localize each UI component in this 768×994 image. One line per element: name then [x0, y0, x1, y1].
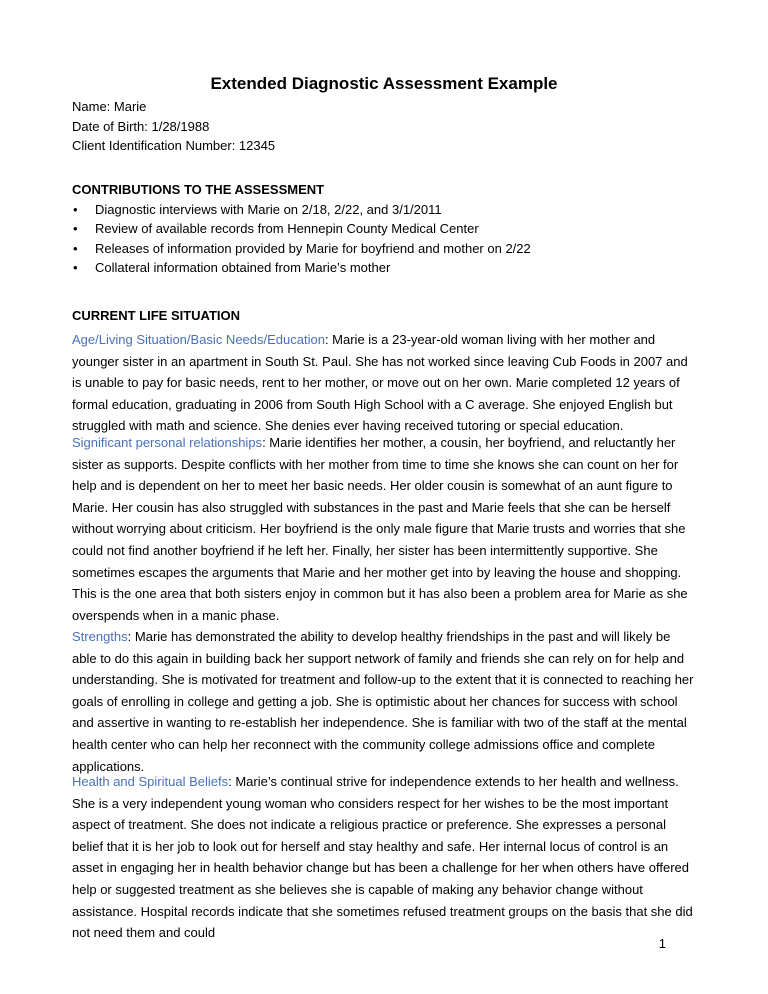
section-text: : Marie is a 23-year-old woman living with her mother and younger sister in an apartment in South St. Paul. She has not worked since leaving Cub Foods in 2007 and is unable to pay for basic needs, rent to her mother, or move out on her own. Marie completed 12 years of formal education, graduating in 2006 from South High School with a C average. She enjoyed English but struggled with math and science. She denies ever having received tutoring or special education.: [72, 332, 688, 434]
page-number: 1: [658, 936, 666, 951]
current-life-situation-heading: CURRENT LIFE SITUATION: [72, 308, 241, 323]
contributions-section: [72, 180, 696, 278]
client-dob: Date of Birth: 1/28/1988: [72, 118, 210, 134]
list-item: • Releases of information provided by Marie for boyfriend and mother on 2/22: [72, 239, 696, 259]
bullet-icon: •: [73, 221, 78, 236]
section-label: Strengths: [72, 629, 128, 644]
list-item: • Diagnostic interviews with Marie on 2/18, 2/22, and 3/1/2011: [72, 200, 696, 220]
section-strengths: [72, 626, 697, 777]
section-age-living-situation: [72, 329, 697, 437]
section-text: : Marie’s continual strive for independence extends to her health and wellness. She is a very independent young woman who considers respect for her wishes to be the most important aspect of treatment. She does not indicate a religious practice or preference. She expresses a personal belief that it is her job to look out for herself and stay healthy and safe. Her internal locus of control is an asset in engaging her in health behavior change but has been a challenge for her when others have offered help or suggested treatment as she believes she is capable of making any behavior change without assistance. Hospital records indicate that she sometimes refused treatment groups on the basis that she did not need them and could: [72, 774, 693, 941]
list-item: • Review of available records from Hennepin County Medical Center: [72, 219, 696, 239]
section-significant-relationships: [72, 432, 697, 626]
section-health-spiritual-beliefs: [72, 771, 697, 944]
section-text: : Marie has demonstrated the ability to develop healthy friendships in the past and will likely be able to do this again in building back her support network of family and friends she can rely on for help and understanding. She is motivated for treatment and follow-up to the extent that it is connected to reaching her goals of enrolling in college and getting a job. She is optimistic about her chances for success with school and assertive in wanting to re-establish her independence. She is familiar with two of the staff at the mental health center who can help her reconnect with the community college admissions office and complete applications.: [72, 629, 694, 774]
client-id: Client Identification Number: 12345: [72, 138, 276, 153]
bullet-icon: •: [73, 260, 78, 275]
bullet-icon: •: [73, 201, 78, 217]
client-info: [72, 97, 275, 156]
contributions-list: [72, 200, 696, 278]
contributions-heading: CONTRIBUTIONS TO THE ASSESSMENT: [72, 182, 325, 197]
list-item: • Collateral information obtained from Marie’s mother: [72, 258, 696, 278]
document-title: Extended Diagnostic Assessment Example: [210, 74, 558, 93]
client-name: Name: Marie: [72, 99, 147, 114]
section-label: Health and Spiritual Beliefs: [72, 774, 229, 789]
section-text: : Marie identifies her mother, a cousin, her boyfriend, and reluctantly her sister as supports. Despite conflicts with her mother from time to time she knows she can count on her for help and is dependent on her to meet her basic needs. Her older cousin is somewhat of an aunt figure to Marie. Her cousin has also struggled with substances in the past and Marie feels that she can be herself without worrying about criticism. Her boyfriend is the only male figure that Marie trusts and worries that she could not find another boyfriend if he left her. Finally, her sister has been intermittently supportive. She sometimes escapes the arguments that Marie and her mother get into by leaving the house and shopping. This is the one area that both sisters enjoy in common but it has also been a problem area for Marie as she overspends when in a manic phase.: [72, 435, 688, 623]
section-label: Significant personal relationships: [72, 435, 263, 450]
section-label: Age/Living Situation/Basic Needs/Education: [72, 332, 325, 347]
bullet-icon: •: [73, 240, 78, 256]
